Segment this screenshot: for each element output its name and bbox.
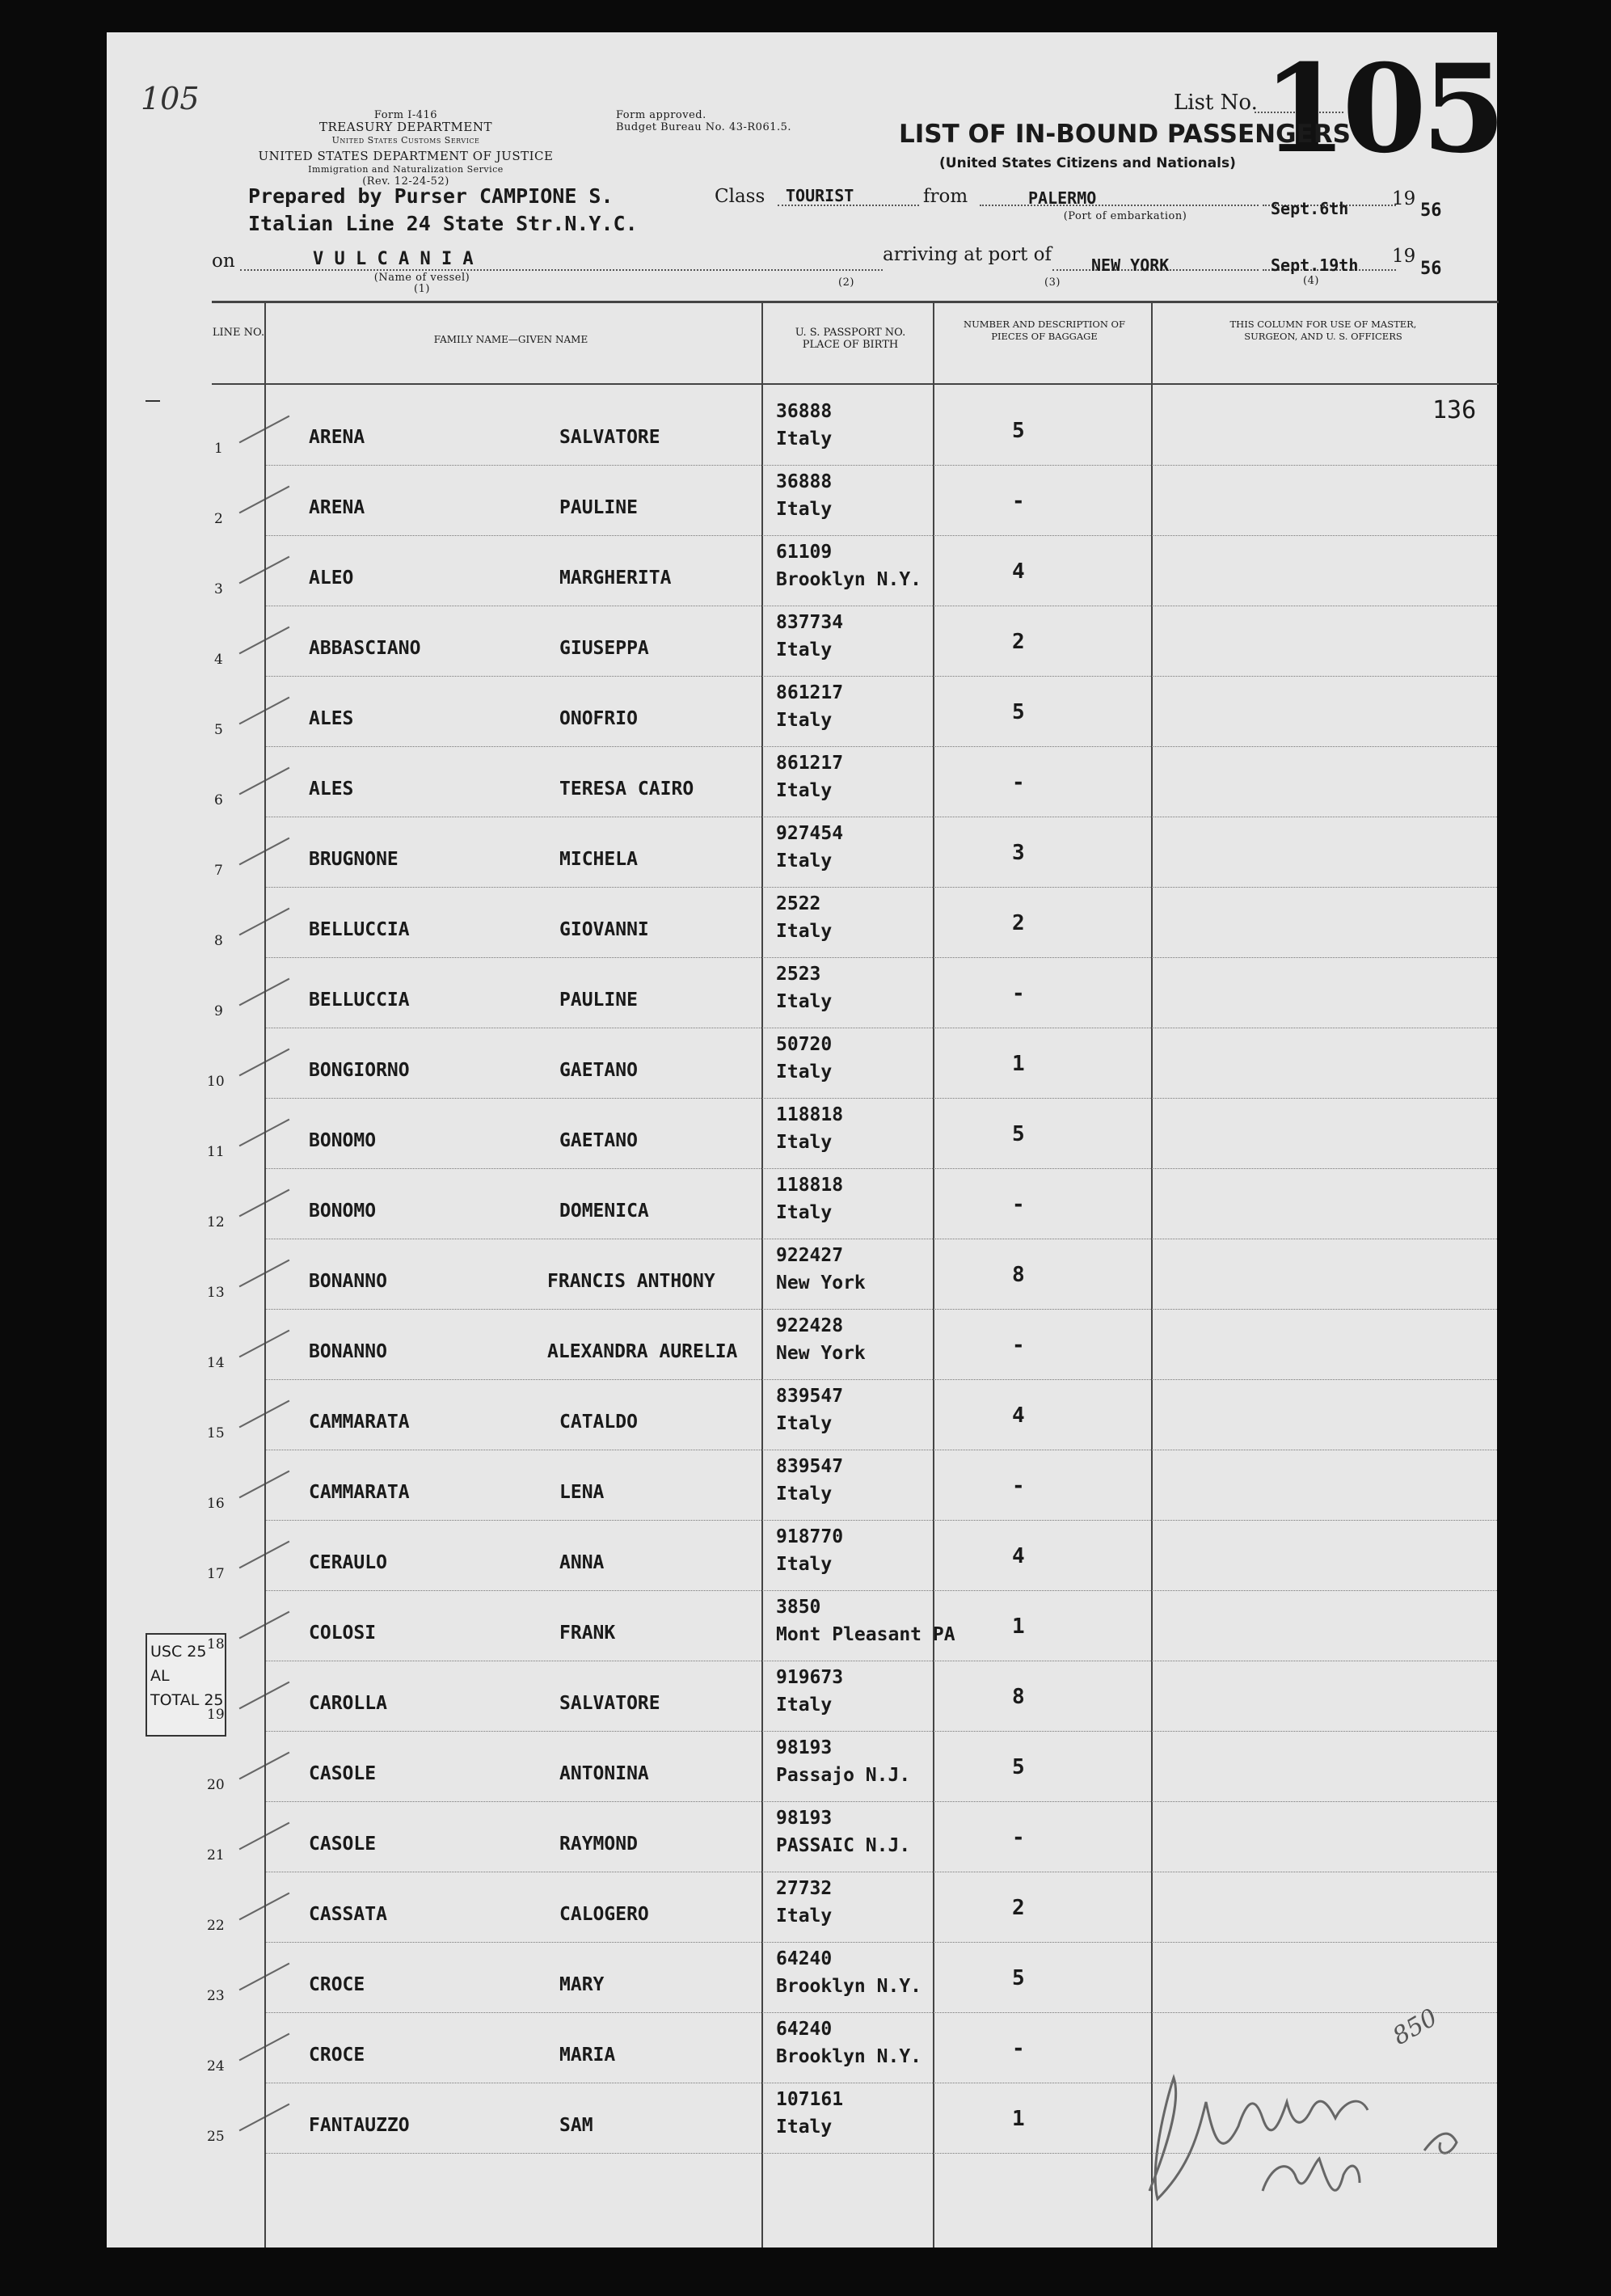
- from-label: from: [923, 186, 968, 207]
- baggage-count: 4: [1012, 1403, 1025, 1428]
- signature-amount: 850: [1388, 2003, 1443, 2051]
- header-bottom-rule: [212, 383, 1499, 385]
- immigration-service: Immigration and Naturalization Service: [308, 164, 504, 175]
- place-of-birth: Italy: [776, 2117, 833, 2138]
- place-of-birth: New York: [776, 1343, 866, 1364]
- place-of-birth: Italy: [776, 1061, 833, 1083]
- line-col-body-rule: [264, 383, 266, 2247]
- passport-number: 27732: [776, 1878, 833, 1899]
- passport-number: 922428: [776, 1315, 844, 1336]
- on-label: on: [212, 251, 235, 272]
- vessel-name: V U L C A N I A: [313, 249, 474, 269]
- family-name: BELLUCCIA: [309, 990, 410, 1011]
- list-number: 105: [1263, 38, 1502, 180]
- table-row: [107, 1099, 1497, 1170]
- passport-number: 36888: [776, 471, 833, 492]
- handwritten-page-number: 105: [141, 81, 200, 116]
- prepared-by: Prepared by Purser CAMPIONE S.: [248, 184, 614, 208]
- line-number: 13: [207, 1285, 225, 1301]
- place-of-birth: Brooklyn N.Y.: [776, 569, 922, 590]
- line-number: 14: [207, 1355, 225, 1371]
- table-row: [107, 1873, 1497, 1944]
- table-row: [107, 1240, 1497, 1310]
- departure-date: Sept.6th: [1271, 199, 1349, 218]
- line-number: 8: [214, 933, 223, 949]
- place-of-birth: PASSAIC N.J.: [776, 1835, 911, 1856]
- treasury-dept: TREASURY DEPARTMENT: [319, 120, 492, 134]
- passport-number: 36888: [776, 401, 833, 422]
- baggage-count: -: [1012, 1474, 1025, 1498]
- from-caption: (Port of embarkation): [1063, 210, 1187, 222]
- table-row: [107, 1733, 1497, 1803]
- place-of-birth: New York: [776, 1273, 866, 1294]
- family-name: ALES: [309, 779, 354, 800]
- place-of-birth: Italy: [776, 428, 833, 449]
- passport-number: 118818: [776, 1104, 844, 1125]
- table-row: [107, 466, 1497, 537]
- line-number: 21: [207, 1847, 225, 1863]
- line-number: 24: [207, 2058, 225, 2074]
- place-of-birth: Brooklyn N.Y.: [776, 2046, 922, 2067]
- given-name: FRANCIS ANTHONY: [547, 1271, 715, 1292]
- given-name: ANTONINA: [559, 1763, 649, 1784]
- given-name: LENA: [559, 1482, 605, 1503]
- given-name: DOMENICA: [559, 1201, 649, 1222]
- table-top-rule: [212, 301, 1499, 303]
- given-name: PAULINE: [559, 990, 638, 1011]
- line-number: 17: [207, 1566, 225, 1582]
- place-of-birth: Italy: [776, 991, 833, 1012]
- passport-number: 61109: [776, 542, 833, 563]
- year-label-2: 19: [1392, 246, 1416, 267]
- arrival-date: Sept.19th: [1271, 255, 1359, 275]
- passport-number: 64240: [776, 2019, 833, 2040]
- line-number: 10: [207, 1074, 225, 1090]
- given-name: RAYMOND: [559, 1834, 638, 1855]
- baggage-count: -: [1012, 489, 1025, 513]
- row-rule: [264, 2153, 1497, 2155]
- place-of-birth: Italy: [776, 1484, 833, 1505]
- line-number: 18: [207, 1636, 225, 1652]
- passport-number: 64240: [776, 1948, 833, 1969]
- family-name: CERAULO: [309, 1552, 387, 1573]
- baggage-count: 5: [1012, 1122, 1025, 1146]
- line-number: 7: [214, 863, 223, 879]
- line-number: 4: [214, 652, 223, 668]
- family-name: CASSATA: [309, 1904, 387, 1925]
- table-row: [107, 1592, 1497, 1662]
- baggage-count: 1: [1012, 1052, 1025, 1076]
- family-name: BONOMO: [309, 1201, 377, 1222]
- place-of-birth: Italy: [776, 1132, 833, 1153]
- given-name: MICHELA: [559, 849, 638, 870]
- given-name: GAETANO: [559, 1130, 638, 1151]
- family-name: BONANNO: [309, 1271, 387, 1292]
- passport-number: 98193: [776, 1737, 833, 1758]
- passport-number: 919673: [776, 1667, 844, 1688]
- family-name: COLOSI: [309, 1623, 377, 1644]
- line-number: 25: [207, 2129, 225, 2145]
- given-name: MARGHERITA: [559, 568, 672, 589]
- table-row: [107, 607, 1497, 677]
- table-row: [107, 1662, 1497, 1733]
- line-number: 11: [207, 1144, 225, 1160]
- place-of-birth: Italy: [776, 1413, 833, 1434]
- family-name: BONANNO: [309, 1341, 387, 1362]
- line-number: 2: [214, 511, 223, 527]
- place-of-birth: Italy: [776, 1695, 833, 1716]
- line-number: 19: [207, 1707, 225, 1723]
- table-row: [107, 818, 1497, 888]
- line-number: 9: [214, 1003, 223, 1019]
- col-header-passport: U. S. PASSPORT NO. PLACE OF BIRTH: [795, 327, 906, 351]
- year-label-1: 19: [1392, 188, 1416, 209]
- table-row: [107, 1451, 1497, 1522]
- baggage-count: -: [1012, 1192, 1025, 1217]
- place-of-birth: Italy: [776, 780, 833, 801]
- class-label: Class: [715, 186, 765, 207]
- passport-number: 2522: [776, 893, 821, 914]
- family-name: CAMMARATA: [309, 1482, 410, 1503]
- place-of-birth: Brooklyn N.Y.: [776, 1976, 922, 1997]
- passport-number: 839547: [776, 1386, 844, 1407]
- line-number: 23: [207, 1988, 225, 2004]
- line-col-rule: [264, 303, 266, 383]
- family-name: ARENA: [309, 427, 365, 448]
- family-name: CROCE: [309, 2045, 365, 2066]
- given-name: SALVATORE: [559, 427, 660, 448]
- given-name: ANNA: [559, 1552, 605, 1573]
- passport-number: 107161: [776, 2089, 844, 2110]
- place-of-birth: Italy: [776, 850, 833, 872]
- stamp-usc: USC 25: [150, 1643, 207, 1661]
- baggage-count: 5: [1012, 1966, 1025, 1990]
- table-row: [107, 1522, 1497, 1592]
- baggage-count: -: [1012, 1825, 1025, 1850]
- stamp-total: TOTAL 25: [150, 1691, 224, 1709]
- baggage-count: 5: [1012, 700, 1025, 724]
- line-number: 20: [207, 1777, 225, 1793]
- baggage-count: 2: [1012, 911, 1025, 935]
- baggage-count: 4: [1012, 559, 1025, 584]
- baggage-count: -: [1012, 2036, 1025, 2061]
- table-row: [107, 2014, 1497, 2084]
- form-approved: Form approved.: [616, 109, 706, 121]
- table-row: [107, 1310, 1497, 1381]
- baggage-count: -: [1012, 981, 1025, 1006]
- table-row: [107, 1029, 1497, 1099]
- family-name: CASOLE: [309, 1763, 377, 1784]
- given-name: PAULINE: [559, 497, 638, 518]
- place-of-birth: Italy: [776, 1906, 833, 1927]
- line-number: 15: [207, 1425, 225, 1441]
- family-name: ALES: [309, 708, 354, 729]
- document-title: LIST OF IN-BOUND PASSENGERS: [899, 120, 1351, 149]
- baggage-count: 8: [1012, 1685, 1025, 1709]
- given-name: FRANK: [559, 1623, 616, 1644]
- arriving-label: arriving at port of: [883, 244, 1052, 265]
- baggage-count: 5: [1012, 1755, 1025, 1779]
- from-dotline: [980, 205, 1259, 206]
- given-name: TERESA CAIRO: [559, 779, 694, 800]
- family-name: CASOLE: [309, 1834, 377, 1855]
- budget-bureau: Budget Bureau No. 43-R061.5.: [616, 121, 792, 133]
- passport-number: 118818: [776, 1175, 844, 1196]
- class-value: TOURIST: [786, 186, 854, 205]
- family-name: BELLUCCIA: [309, 919, 410, 940]
- table-row: [107, 537, 1497, 607]
- table-row: [107, 396, 1497, 466]
- place-of-birth: Mont Pleasant PA: [776, 1624, 955, 1645]
- given-name: MARY: [559, 1974, 605, 1995]
- given-name: GIOVANNI: [559, 919, 649, 940]
- passport-number: 927454: [776, 823, 844, 844]
- given-name: ONOFRIO: [559, 708, 638, 729]
- list-no-label: List No.: [1174, 91, 1258, 115]
- family-name: CROCE: [309, 1974, 365, 1995]
- caption-4: (4): [1303, 275, 1319, 287]
- family-name: BONOMO: [309, 1130, 377, 1151]
- year-2: 56: [1420, 259, 1442, 279]
- line-number: 22: [207, 1918, 225, 1934]
- baggage-count: 8: [1012, 1263, 1025, 1287]
- line-number: 6: [214, 792, 223, 808]
- arrival-port: NEW YORK: [1091, 255, 1170, 275]
- baggage-count: 2: [1012, 630, 1025, 654]
- vessel-dotline: [240, 269, 883, 271]
- passport-number: 98193: [776, 1808, 833, 1829]
- passport-number: 918770: [776, 1526, 844, 1547]
- caption-3: (3): [1044, 276, 1061, 289]
- passport-number: 922427: [776, 1245, 844, 1266]
- passport-number: 3850: [776, 1597, 821, 1618]
- baggage-count: 1: [1012, 2107, 1025, 2131]
- year-1: 56: [1420, 200, 1442, 221]
- baggage-count: 5: [1012, 419, 1025, 443]
- baggage-count: 3: [1012, 841, 1025, 865]
- family-name: CAMMARATA: [309, 1412, 410, 1433]
- given-name: GIUSEPPA: [559, 638, 649, 659]
- baggage-count: -: [1012, 770, 1025, 795]
- given-name: GAETANO: [559, 1060, 638, 1081]
- line-number: 1: [214, 441, 223, 457]
- line-number: 16: [207, 1496, 225, 1512]
- table-row: [107, 1803, 1497, 1873]
- passport-number: 2523: [776, 964, 821, 985]
- passport-number: 861217: [776, 682, 844, 703]
- given-name: SAM: [559, 2115, 593, 2136]
- table-row: [107, 677, 1497, 748]
- given-name: SALVATORE: [559, 1693, 660, 1714]
- justice-dept: UNITED STATES DEPARTMENT OF JUSTICE: [258, 149, 554, 163]
- col-header-officers: THIS COLUMN FOR USE OF MASTER, SURGEON, AND U. S. OFFICERS: [1229, 319, 1417, 342]
- caption-2: (2): [838, 276, 854, 289]
- line-number: 3: [214, 581, 223, 597]
- family-name: ALEO: [309, 568, 354, 589]
- table-row: [107, 2084, 1497, 2155]
- given-name: MARIA: [559, 2045, 616, 2066]
- family-name: ARENA: [309, 497, 365, 518]
- passport-number: 861217: [776, 753, 844, 774]
- page-count-note: 136: [1432, 396, 1477, 424]
- col-header-name: FAMILY NAME—GIVEN NAME: [433, 334, 588, 345]
- table-row: [107, 959, 1497, 1029]
- family-name: ABBASCIANO: [309, 638, 421, 659]
- col-header-line-no: LINE NO.: [212, 327, 265, 339]
- line-address: Italian Line 24 State Str.N.Y.C.: [248, 212, 638, 235]
- caption-1: (1): [414, 283, 430, 295]
- place-of-birth: Italy: [776, 499, 833, 520]
- place-of-birth: Italy: [776, 921, 833, 942]
- family-name: BONGIORNO: [309, 1060, 410, 1081]
- family-name: BRUGNONE: [309, 849, 399, 870]
- table-row: [107, 1170, 1497, 1240]
- baggage-count: 1: [1012, 1614, 1025, 1639]
- line-number: 5: [214, 722, 223, 738]
- place-of-birth: Italy: [776, 1554, 833, 1575]
- passport-number: 50720: [776, 1034, 833, 1055]
- table-row: [107, 1381, 1497, 1451]
- place-of-birth: Italy: [776, 710, 833, 731]
- line-number: 12: [207, 1214, 225, 1230]
- passport-number: 839547: [776, 1456, 844, 1477]
- table-row: [107, 1944, 1497, 2014]
- place-of-birth: Italy: [776, 639, 833, 661]
- place-of-birth: Passajo N.J.: [776, 1765, 911, 1786]
- given-name: CATALDO: [559, 1412, 638, 1433]
- family-name: CAROLLA: [309, 1693, 387, 1714]
- col-header-baggage: NUMBER AND DESCRIPTION OF PIECES OF BAGGAGE: [964, 319, 1125, 342]
- baggage-count: -: [1012, 1333, 1025, 1357]
- baggage-count: 2: [1012, 1896, 1025, 1920]
- from-port: PALERMO: [1028, 188, 1097, 208]
- table-row: [107, 888, 1497, 959]
- document-page: [107, 32, 1502, 2247]
- stamp-al: AL: [150, 1667, 170, 1685]
- place-of-birth: Italy: [776, 1202, 833, 1223]
- document-subtitle: (United States Citizens and Nationals): [939, 155, 1236, 171]
- given-name: CALOGERO: [559, 1904, 649, 1925]
- family-name: FANTAUZZO: [309, 2115, 410, 2136]
- table-row: [107, 748, 1497, 818]
- form-id: Form I-416: [373, 109, 438, 121]
- revision-date: (Rev. 12-24-52): [362, 175, 449, 188]
- passport-number: 837734: [776, 612, 844, 633]
- customs-service: United States Customs Service: [331, 135, 480, 146]
- given-name: ALEXANDRA AURELIA: [547, 1341, 738, 1362]
- vessel-caption: (Name of vessel): [373, 272, 470, 284]
- baggage-count: 4: [1012, 1544, 1025, 1568]
